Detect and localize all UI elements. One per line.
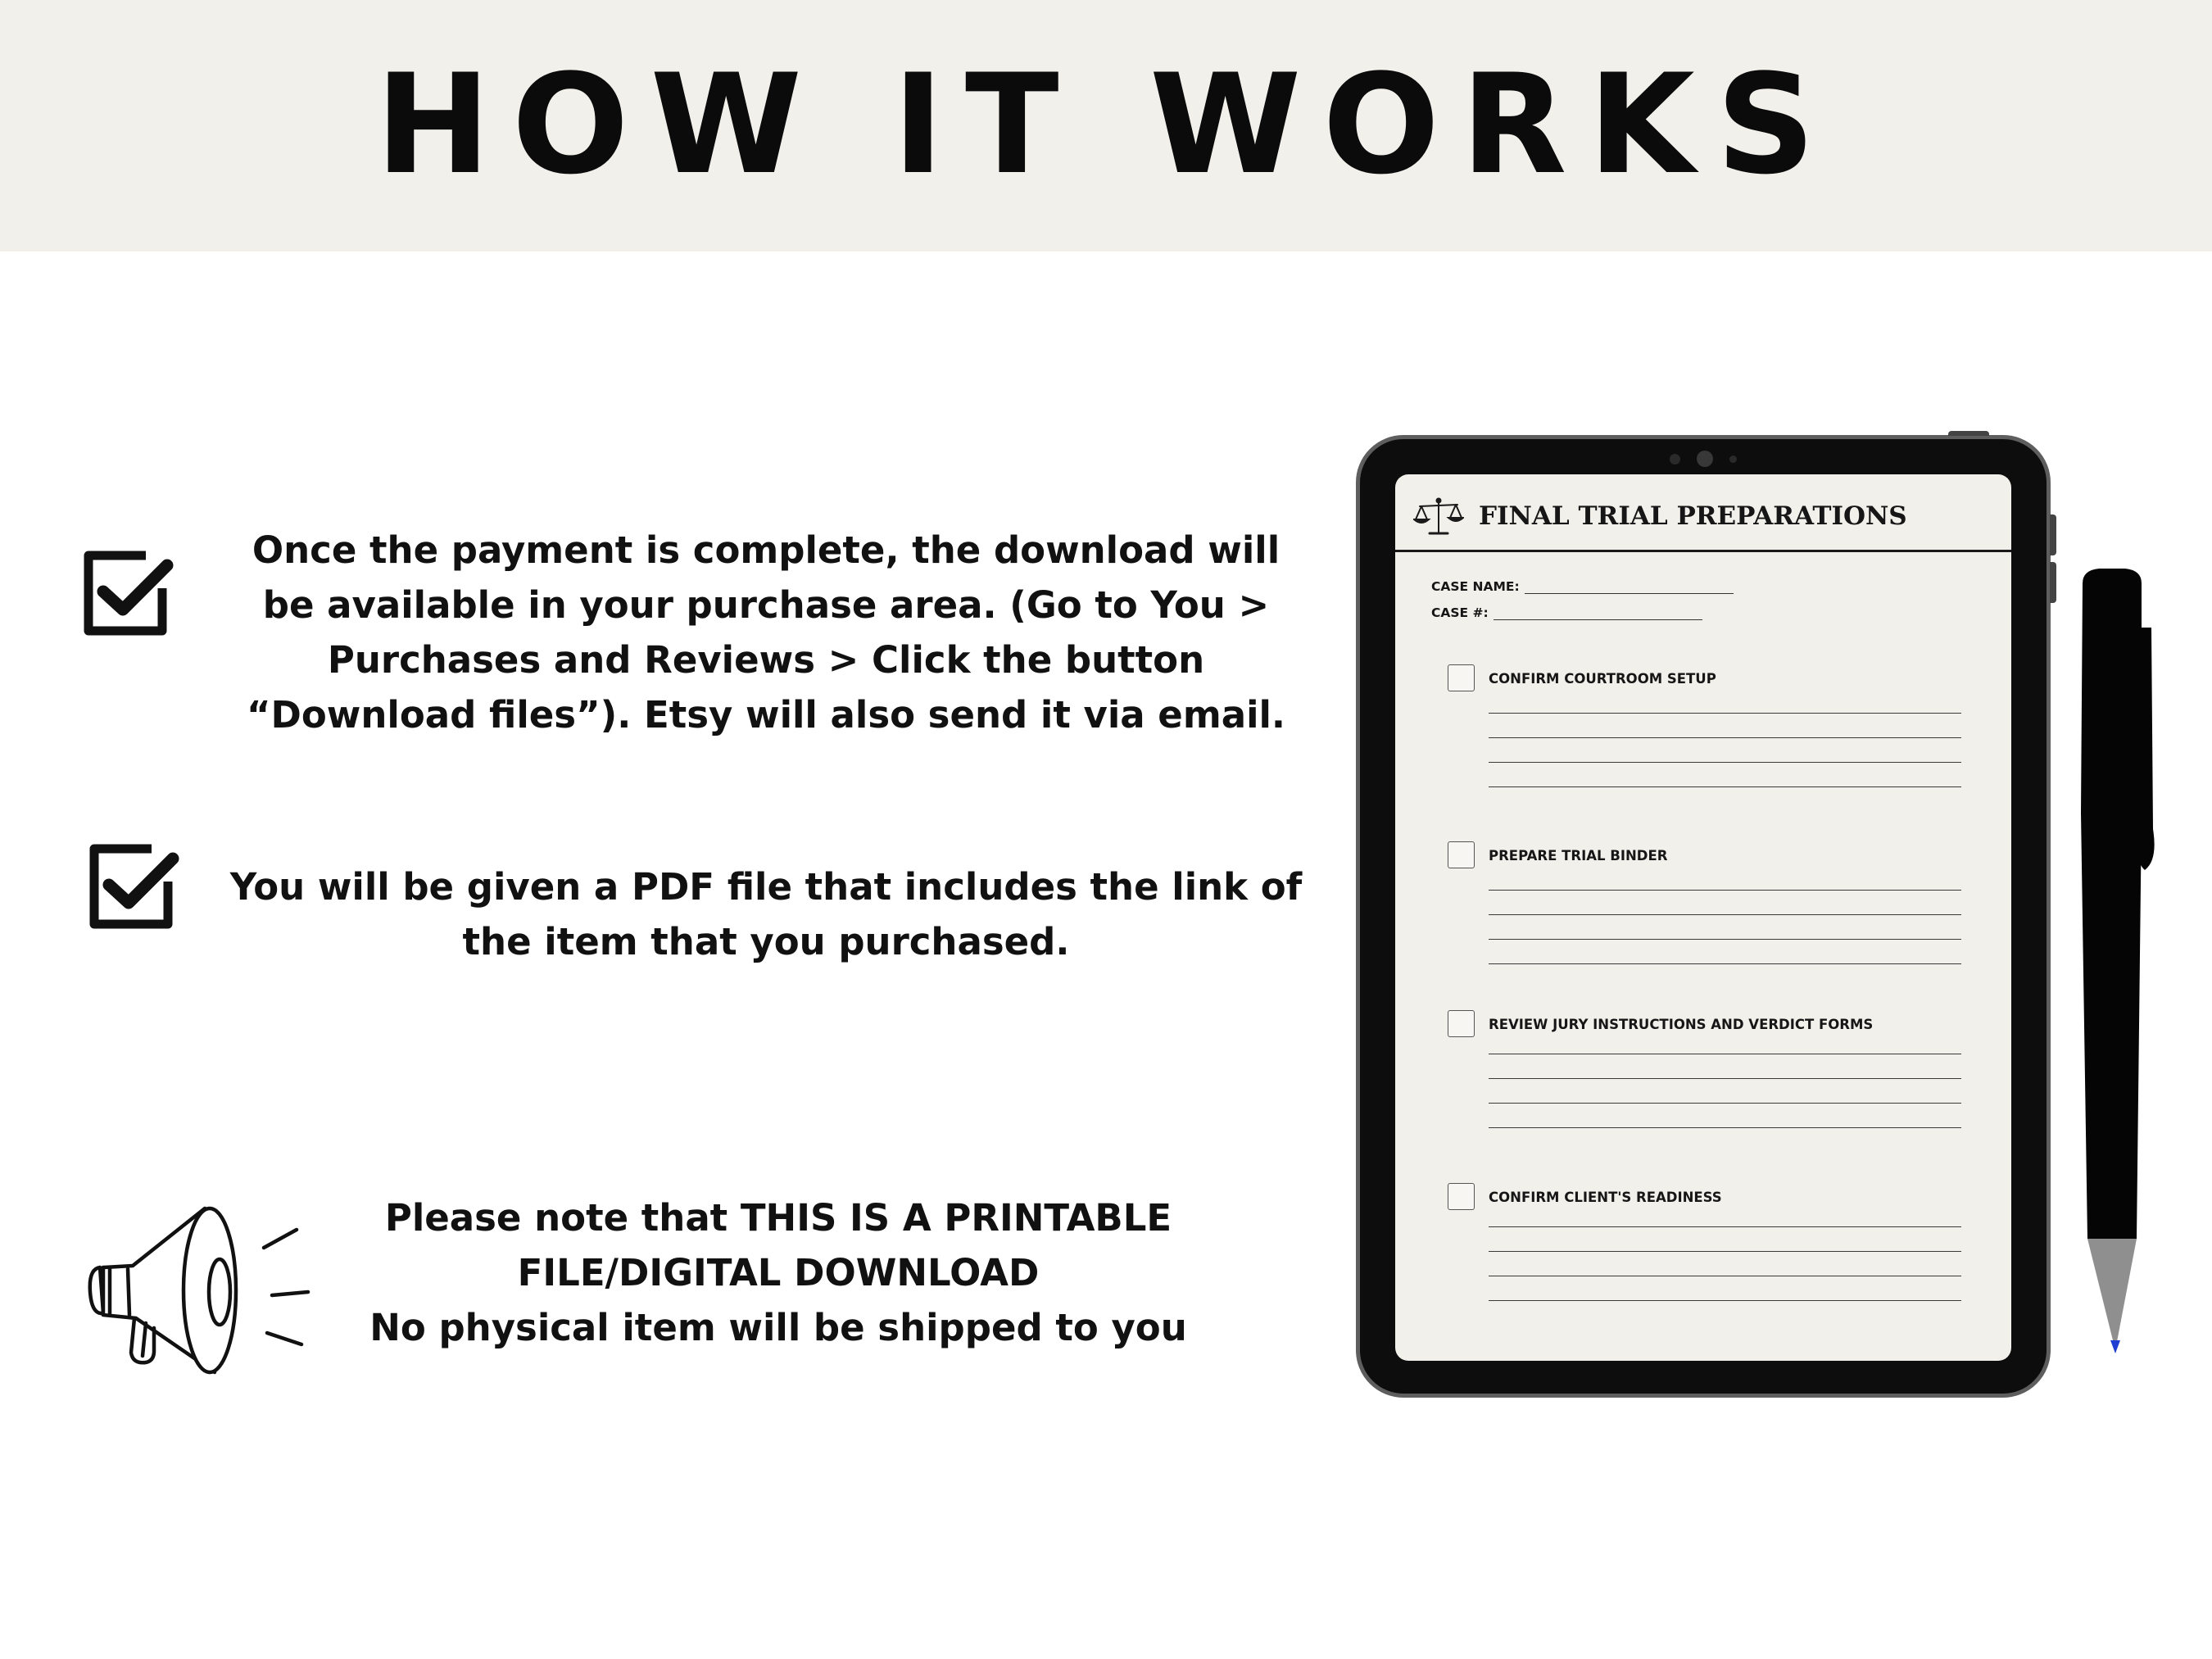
tablet-top-button (1948, 431, 1989, 436)
download-instructions (221, 523, 1311, 742)
camera-sensor (1729, 456, 1737, 463)
camera-sensor (1670, 454, 1680, 465)
writing-line (1489, 963, 1961, 964)
megaphone-icon (82, 1200, 328, 1380)
writing-line (1489, 713, 1961, 714)
task-label: CONFIRM COURTROOM SETUP (1489, 671, 1716, 687)
writing-line (1489, 786, 1961, 787)
task-label: CONFIRM CLIENT'S READINESS (1489, 1190, 1722, 1205)
pdf-info (221, 859, 1311, 969)
writing-line (1489, 737, 1961, 738)
camera-lens (1697, 451, 1713, 467)
task-label: REVIEW JURY INSTRUCTIONS AND VERDICT FORMS (1489, 1017, 1874, 1032)
info-line: the item that you purchased. (462, 920, 1070, 963)
tablet-side-button (2050, 514, 2056, 555)
case-number-field (1431, 605, 1702, 620)
tablet-mockup (1356, 435, 2051, 1398)
sheet-title: FINAL TRIAL PREPARATIONS (1479, 501, 1907, 531)
task-checkbox (1448, 664, 1475, 691)
writing-line (1489, 890, 1961, 891)
info-line: No physical item will be shipped to you (369, 1306, 1187, 1349)
writing-line (1489, 1103, 1961, 1104)
task-checkbox (1448, 841, 1475, 868)
info-line: Please note that THIS IS A PRINTABLE (384, 1196, 1172, 1240)
task-label: PREPARE TRIAL BINDER (1489, 848, 1668, 863)
page-title: HOW IT WORKS (375, 44, 1837, 205)
writing-line (1489, 1251, 1961, 1252)
writing-line (1489, 762, 1961, 763)
checkbox-checked-icon (88, 841, 179, 932)
writing-line (1489, 939, 1961, 940)
scales-of-justice-icon (1413, 496, 1464, 537)
writing-line (1489, 1127, 1961, 1128)
task-checkbox (1448, 1183, 1475, 1210)
sheet-header (1395, 474, 2011, 552)
info-line: FILE/DIGITAL DOWNLOAD (517, 1251, 1040, 1294)
stylus-pen-icon (2066, 567, 2164, 1362)
case-name-underline (1525, 581, 1734, 594)
info-line: Once the payment is complete, the download will (252, 528, 1281, 572)
header-banner (0, 0, 2212, 252)
checkbox-checked-icon (82, 547, 174, 639)
info-line: You will be given a PDF file that includes the link of (229, 865, 1303, 909)
writing-line (1489, 914, 1961, 915)
tablet-screen (1395, 474, 2011, 1361)
writing-line (1489, 1226, 1961, 1227)
writing-line (1489, 1078, 1961, 1079)
info-line: “Download files”). Etsy will also send it via email. (246, 693, 1286, 737)
case-number-label: CASE #: (1431, 605, 1489, 620)
printable-notice (328, 1190, 1229, 1355)
info-line: be available in your purchase area. (Go to You > (262, 583, 1270, 627)
case-name-field (1431, 579, 1734, 594)
task-checkbox (1448, 1010, 1475, 1037)
case-number-underline (1494, 607, 1702, 620)
tablet-side-button (2050, 562, 2056, 603)
case-name-label: CASE NAME: (1431, 579, 1520, 594)
tablet-camera (1670, 451, 1737, 467)
info-line: Purchases and Reviews > Click the button (327, 638, 1205, 682)
writing-line (1489, 1300, 1961, 1301)
